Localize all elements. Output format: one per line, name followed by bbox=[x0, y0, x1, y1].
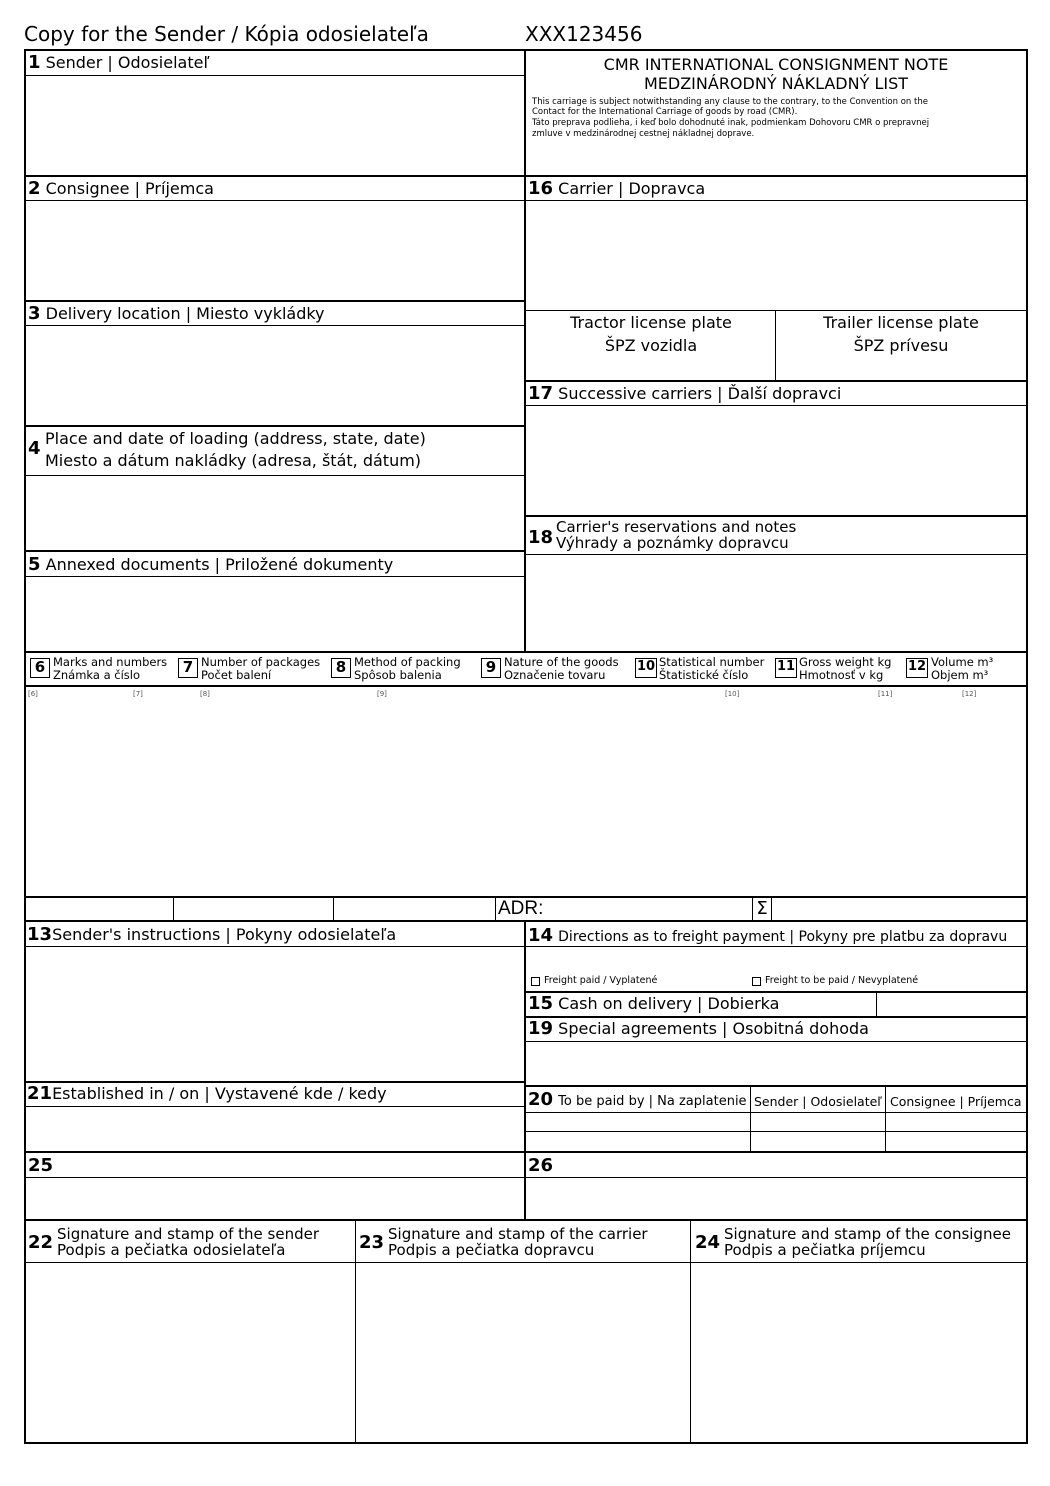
field-number: 15 bbox=[528, 993, 554, 1014]
column-label-en: Statistical number bbox=[659, 655, 765, 669]
field-number: 21 bbox=[27, 1083, 53, 1104]
divider bbox=[24, 550, 524, 552]
divider bbox=[524, 1016, 1028, 1018]
column-label-sk: Označenie tovaru bbox=[504, 668, 606, 682]
field-number: 26 bbox=[528, 1155, 554, 1176]
field-number: 4 bbox=[28, 438, 41, 459]
field-number: 14 bbox=[528, 925, 554, 946]
copy-label: Copy for the Sender / Kópia odosielateľa bbox=[24, 22, 429, 46]
totals-divider bbox=[173, 897, 174, 921]
field-number: 18 bbox=[528, 527, 554, 548]
column-label-en: Volume m³ bbox=[931, 655, 994, 669]
field-number-box: 9 bbox=[481, 658, 501, 678]
column-label-sk: Spôsob balenia bbox=[354, 668, 442, 682]
column-divider bbox=[524, 921, 526, 1219]
sum-box: Σ bbox=[752, 898, 772, 920]
field-number: 3 bbox=[28, 303, 41, 324]
totals-divider bbox=[333, 897, 334, 921]
legal-text: zmluve v medzinárodnej cestnej nákladnej doprave. bbox=[532, 129, 755, 139]
divider bbox=[524, 1085, 1028, 1087]
divider bbox=[24, 920, 1028, 922]
field-label-sk: Podpis a pečiatka dopravcu bbox=[388, 1241, 595, 1259]
field-number-box: 6 bbox=[30, 658, 50, 678]
signature-divider bbox=[690, 1220, 691, 1442]
column-label-en: Nature of the goods bbox=[504, 655, 619, 669]
signature-divider bbox=[355, 1220, 356, 1442]
field-label: Successive carriers | Ďalší dopravci bbox=[558, 384, 842, 403]
field-number: 13 bbox=[27, 924, 53, 945]
field-label: Established in / on | Vystavené kde / kedy bbox=[52, 1084, 387, 1103]
title-sk: MEDZINÁRODNÝ NÁKLADNÝ LIST bbox=[643, 74, 909, 93]
field-label: Carrier | Dopravca bbox=[558, 179, 706, 198]
field-number: 25 bbox=[28, 1155, 54, 1176]
field-label: Delivery location | Miesto vykládky bbox=[45, 304, 325, 323]
field-number: 19 bbox=[528, 1018, 554, 1039]
column-label-en: Number of packages bbox=[201, 655, 321, 669]
divider bbox=[24, 1081, 524, 1083]
field-label-sk: Podpis a pečiatka odosielateľa bbox=[57, 1241, 286, 1259]
field-number: 16 bbox=[528, 178, 554, 199]
column-marker: [12] bbox=[962, 690, 977, 698]
field-number: 1 bbox=[28, 52, 41, 73]
column-marker: [6] bbox=[28, 690, 38, 698]
legal-text: This carriage is subject notwithstanding any clause to the contrary, to the Convention on the bbox=[532, 97, 928, 107]
field-number: 24 bbox=[695, 1232, 721, 1253]
divider bbox=[524, 991, 1028, 993]
column-label-en: Method of packing bbox=[354, 655, 461, 669]
column-marker: [10] bbox=[725, 690, 740, 698]
field-label: To be paid by | Na zaplatenie bbox=[558, 1094, 747, 1109]
field-label-sk: Podpis a pečiatka príjemcu bbox=[724, 1241, 926, 1259]
field-label-en: Signature and stamp of the consignee bbox=[724, 1225, 1011, 1243]
adr-label: ADR: bbox=[498, 898, 544, 919]
freight-paid-label: Freight paid / Vyplatené bbox=[544, 975, 658, 986]
field-number: 23 bbox=[359, 1232, 385, 1253]
column-label-sk: Objem m³ bbox=[931, 668, 989, 682]
field-number: 5 bbox=[28, 554, 41, 575]
divider bbox=[26, 1262, 1026, 1263]
trailer-plate-label-sk: ŠPZ prívesu bbox=[853, 336, 949, 355]
field-number: 20 bbox=[528, 1089, 554, 1110]
tractor-plate-label-en: Tractor license plate bbox=[570, 313, 732, 332]
legal-text: Contact for the International Carriage of goods by road (CMR). bbox=[532, 107, 798, 117]
freight-to-pay-label: Freight to be paid / Nevyplatené bbox=[765, 975, 919, 986]
divider bbox=[524, 380, 1028, 382]
field-number: 2 bbox=[28, 178, 41, 199]
field-number: 17 bbox=[528, 383, 554, 404]
goods-body[interactable] bbox=[26, 687, 1026, 896]
field-number-box: 10 bbox=[635, 658, 657, 678]
col-sender-label: Sender | Odosielateľ bbox=[754, 1094, 882, 1109]
field-label-en: Signature and stamp of the sender bbox=[57, 1225, 319, 1243]
field-number: 22 bbox=[28, 1232, 54, 1253]
freight-paid-checkbox[interactable] bbox=[531, 977, 540, 986]
divider bbox=[24, 1219, 1028, 1221]
column-marker: [11] bbox=[878, 690, 893, 698]
field-label: Sender | Odosielateľ bbox=[45, 53, 210, 72]
field-number-box: 8 bbox=[331, 658, 351, 678]
divider bbox=[526, 310, 1026, 311]
column-label-sk: Štatistické číslo bbox=[659, 668, 749, 682]
field-number-box: 12 bbox=[906, 658, 928, 678]
column-marker: [8] bbox=[200, 690, 210, 698]
totals-divider bbox=[495, 897, 496, 921]
field-label-sk: Miesto a dátum nakládky (adresa, štát, dátum) bbox=[45, 451, 422, 470]
tractor-plate-label-sk: ŠPZ vozidla bbox=[604, 336, 698, 355]
column-label-en: Gross weight kg bbox=[799, 655, 892, 669]
trailer-plate-label-en: Trailer license plate bbox=[823, 313, 979, 332]
field-label: Directions as to freight payment | Pokyny pre platbu za dopravu bbox=[558, 929, 1008, 945]
col-consignee-label: Consignee | Príjemca bbox=[890, 1094, 1022, 1109]
field-label-en: Signature and stamp of the carrier bbox=[388, 1225, 648, 1243]
column-label-sk: Počet balení bbox=[201, 668, 272, 682]
divider bbox=[24, 651, 1028, 653]
divider bbox=[24, 175, 524, 177]
title-en: CMR INTERNATIONAL CONSIGNMENT NOTE bbox=[603, 55, 949, 74]
divider bbox=[24, 1151, 1028, 1153]
field-label-en: Carrier's reservations and notes bbox=[556, 518, 797, 536]
column-label-sk: Hmotnosť v kg bbox=[799, 668, 884, 682]
field-label-sk: Výhrady a poznámky dopravcu bbox=[556, 534, 789, 552]
freight-to-pay-checkbox[interactable] bbox=[752, 977, 761, 986]
column-label-en: Marks and numbers bbox=[53, 655, 168, 669]
column-marker: [7] bbox=[133, 690, 143, 698]
divider bbox=[524, 515, 1028, 517]
legal-text: Táto preprava podlieha, i keď bolo dohodnuté inak, podmienkam Dohovoru CMR o prepravnej bbox=[532, 118, 930, 128]
cod-divider bbox=[876, 992, 877, 1016]
field-number-box: 7 bbox=[178, 658, 198, 678]
field-number-box: 11 bbox=[775, 658, 797, 678]
field-label: Special agreements | Osobitná dohoda bbox=[558, 1019, 869, 1038]
divider bbox=[24, 300, 524, 302]
field-label-en: Place and date of loading (address, state, date) bbox=[45, 429, 426, 448]
column-marker: [9] bbox=[377, 690, 387, 698]
column-label-sk: Známka a číslo bbox=[53, 668, 141, 682]
field-label: Annexed documents | Priložené dokumenty bbox=[45, 555, 394, 574]
divider bbox=[24, 425, 524, 427]
field-label: Cash on delivery | Dobierka bbox=[558, 994, 780, 1013]
field-label: Consignee | Príjemca bbox=[45, 179, 214, 198]
divider bbox=[524, 175, 1028, 177]
document-number: XXX123456 bbox=[525, 22, 643, 46]
field-label: Sender's instructions | Pokyny odosielateľa bbox=[52, 925, 397, 944]
